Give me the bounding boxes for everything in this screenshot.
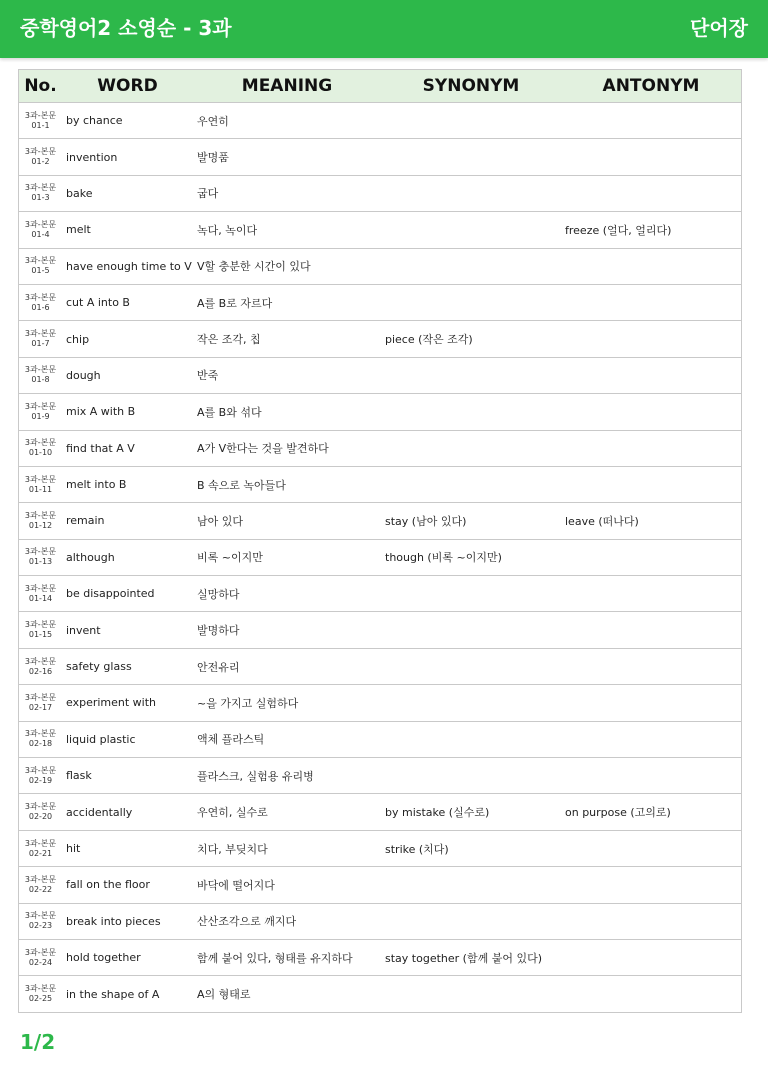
- meaning-cell: 플라스크, 실험용 유리병: [193, 758, 381, 794]
- item-number: 01-12: [28, 520, 53, 530]
- antonym-cell: freeze (얼다, 얼리다): [561, 212, 741, 248]
- table-header-row: [19, 70, 741, 103]
- row-number-cell: [19, 394, 62, 430]
- table-row: [19, 794, 741, 830]
- row-number-cell: [19, 794, 62, 830]
- word-cell: safety glass: [62, 648, 193, 684]
- word-cell: accidentally: [62, 794, 193, 830]
- table-row: [19, 430, 741, 466]
- meaning-cell: 비록 ~이지만: [193, 539, 381, 575]
- vocabulary-table: [19, 70, 741, 1012]
- synonym-cell: by mistake (실수로): [381, 794, 561, 830]
- synonym-cell: [381, 284, 561, 320]
- word-cell: remain: [62, 503, 193, 539]
- row-number-cell: [19, 539, 62, 575]
- meaning-cell: 치다, 부딪치다: [193, 830, 381, 866]
- word-cell: invention: [62, 139, 193, 175]
- row-number-cell: [19, 976, 62, 1012]
- antonym-cell: [561, 648, 741, 684]
- item-number: 02-16: [28, 666, 53, 676]
- synonym-cell: [381, 648, 561, 684]
- lesson-label: 3과-본문: [24, 911, 57, 921]
- antonym-cell: [561, 721, 741, 757]
- antonym-cell: [561, 867, 741, 903]
- meaning-cell: 녹다, 녹이다: [193, 212, 381, 248]
- table-row: [19, 830, 741, 866]
- lesson-label: 3과-본문: [24, 583, 57, 593]
- synonym-cell: [381, 867, 561, 903]
- word-cell: experiment with: [62, 685, 193, 721]
- word-cell: melt: [62, 212, 193, 248]
- column-header-word: WORD: [62, 70, 193, 103]
- table-row: [19, 394, 741, 430]
- column-header-synonym: SYNONYM: [381, 70, 561, 103]
- row-number-cell: [19, 758, 62, 794]
- row-number-cell: [19, 648, 62, 684]
- table-row: [19, 612, 741, 648]
- word-cell: in the shape of A: [66, 987, 160, 1001]
- word-cell: hold together: [62, 939, 193, 975]
- page-title: 중학영어2 소영순 - 3과: [20, 16, 232, 40]
- antonym-cell: [561, 576, 741, 612]
- lesson-label: 3과-본문: [24, 984, 57, 994]
- lesson-label: 3과-본문: [24, 802, 57, 812]
- column-header-meaning: MEANING: [193, 70, 381, 103]
- word-cell: hit: [62, 830, 193, 866]
- row-number-cell: [19, 685, 62, 721]
- word-cell: liquid plastic: [62, 721, 193, 757]
- table-row: [19, 321, 741, 357]
- item-number: 01-3: [31, 193, 50, 203]
- word-cell: have enough time to V: [62, 248, 193, 284]
- antonym-cell: leave (떠나다): [561, 503, 741, 539]
- item-number: 01-2: [31, 157, 50, 167]
- row-number-cell: [19, 284, 62, 320]
- table-row: [19, 175, 741, 211]
- table-row: [19, 103, 741, 139]
- row-number-cell: [19, 321, 62, 357]
- lesson-label: 3과-본문: [24, 183, 57, 193]
- page-header: [0, 0, 768, 58]
- meaning-cell: ~을 가지고 실험하다: [193, 685, 381, 721]
- antonym-cell: [561, 830, 741, 866]
- synonym-cell: stay together (함께 붙어 있다): [381, 939, 561, 975]
- lesson-label: 3과-본문: [24, 401, 57, 411]
- row-number-cell: [19, 175, 62, 211]
- row-number-cell: [19, 830, 62, 866]
- synonym-cell: [381, 758, 561, 794]
- table-row: [19, 503, 741, 539]
- column-header-antonym: ANTONYM: [561, 70, 741, 103]
- row-number-cell: [19, 466, 62, 502]
- word-cell: although: [62, 539, 193, 575]
- lesson-label: 3과-본문: [24, 292, 57, 302]
- table-row: [19, 721, 741, 757]
- row-number-cell: [19, 139, 62, 175]
- item-number: 01-13: [28, 557, 53, 567]
- item-number: 01-14: [28, 593, 53, 603]
- meaning-cell: B 속으로 녹아들다: [193, 466, 381, 502]
- meaning-cell: 굽다: [193, 175, 381, 211]
- item-number: 02-19: [28, 775, 53, 785]
- antonym-cell: [561, 612, 741, 648]
- row-number-cell: [19, 357, 62, 393]
- antonym-cell: [561, 685, 741, 721]
- page-number: 1/2: [20, 1030, 56, 1054]
- lesson-label: 3과-본문: [24, 874, 57, 884]
- antonym-cell: [561, 321, 741, 357]
- lesson-label: 3과-본문: [24, 547, 57, 557]
- word-cell: invent: [62, 612, 193, 648]
- table-row: [19, 539, 741, 575]
- lesson-label: 3과-본문: [24, 365, 57, 375]
- item-number: 02-17: [28, 702, 53, 712]
- word-cell: bake: [62, 175, 193, 211]
- item-number: 01-11: [28, 484, 53, 494]
- table-row: [19, 139, 741, 175]
- meaning-cell: A의 형태로: [197, 988, 251, 1002]
- antonym-cell: [561, 248, 741, 284]
- antonym-cell: [561, 357, 741, 393]
- lesson-label: 3과-본문: [24, 329, 57, 339]
- table-row: [19, 685, 741, 721]
- meaning-cell: 우연히: [193, 103, 381, 139]
- item-number: 02-21: [28, 848, 53, 858]
- item-number: 01-7: [31, 339, 50, 349]
- item-number: 02-25: [28, 994, 53, 1004]
- antonym-cell: [561, 284, 741, 320]
- table-row: [19, 284, 741, 320]
- word-cell: melt into B: [62, 466, 193, 502]
- meaning-cell: 작은 조각, 칩: [193, 321, 381, 357]
- synonym-cell: [381, 394, 561, 430]
- synonym-cell: [381, 466, 561, 502]
- synonym-cell: [381, 612, 561, 648]
- synonym-cell: [381, 721, 561, 757]
- word-cell: mix A with B: [62, 394, 193, 430]
- synonym-cell: [381, 212, 561, 248]
- meaning-cell: 발명하다: [193, 612, 381, 648]
- synonym-cell: [381, 248, 561, 284]
- item-number: 01-10: [28, 448, 53, 458]
- word-cell: by chance: [62, 103, 193, 139]
- item-number: 01-8: [31, 375, 50, 385]
- synonym-cell: [381, 903, 561, 939]
- meaning-cell: A가 V한다는 것을 발견하다: [193, 430, 381, 466]
- word-cell: be disappointed: [62, 576, 193, 612]
- lesson-label: 3과-본문: [24, 765, 57, 775]
- item-number: 01-15: [28, 630, 53, 640]
- document-type-label: 단어장: [690, 16, 748, 40]
- word-cell: dough: [62, 357, 193, 393]
- table-row: [19, 939, 741, 975]
- lesson-label: 3과-본문: [24, 620, 57, 630]
- antonym-cell: [561, 139, 741, 175]
- lesson-label: 3과-본문: [24, 510, 57, 520]
- synonym-cell: strike (치다): [381, 830, 561, 866]
- antonym-cell: [561, 903, 741, 939]
- item-number: 02-20: [28, 812, 53, 822]
- item-number: 01-4: [31, 229, 50, 239]
- table-row: [19, 576, 741, 612]
- row-number-cell: [19, 612, 62, 648]
- table-row: [19, 758, 741, 794]
- table-row: [19, 976, 741, 1012]
- row-number-cell: [19, 867, 62, 903]
- lesson-label: 3과-본문: [24, 474, 57, 484]
- synonym-cell: [381, 139, 561, 175]
- item-number: 02-18: [28, 739, 53, 749]
- meaning-cell: 산산조각으로 깨지다: [193, 903, 381, 939]
- row-number-cell: [19, 939, 62, 975]
- lesson-label: 3과-본문: [24, 147, 57, 157]
- meaning-cell: 안전유리: [193, 648, 381, 684]
- antonym-cell: [561, 758, 741, 794]
- meaning-cell: 반죽: [193, 357, 381, 393]
- meaning-cell: A를 B와 섞다: [193, 394, 381, 430]
- row-number-cell: [19, 576, 62, 612]
- antonym-cell: [561, 539, 741, 575]
- antonym-cell: [561, 394, 741, 430]
- word-cell: fall on the floor: [62, 867, 193, 903]
- lesson-label: 3과-본문: [24, 947, 57, 957]
- row-number-cell: [19, 248, 62, 284]
- table-row: [19, 466, 741, 502]
- synonym-cell: though (비록 ~이지만): [381, 539, 561, 575]
- table-row: [19, 357, 741, 393]
- item-number: 01-9: [31, 411, 50, 421]
- synonym-cell: [381, 576, 561, 612]
- lesson-label: 3과-본문: [24, 729, 57, 739]
- row-number-cell: [19, 212, 62, 248]
- meaning-cell: 남아 있다: [193, 503, 381, 539]
- meaning-cell: 실망하다: [193, 576, 381, 612]
- lesson-label: 3과-본문: [24, 656, 57, 666]
- item-number: 02-22: [28, 884, 53, 894]
- word-cell: flask: [62, 758, 193, 794]
- antonym-cell: [561, 466, 741, 502]
- synonym-cell: [381, 976, 561, 1012]
- antonym-cell: [561, 939, 741, 975]
- meaning-cell: 우연히, 실수로: [193, 794, 381, 830]
- synonym-cell: [381, 430, 561, 466]
- row-number-cell: [19, 903, 62, 939]
- vocabulary-table-container: [18, 69, 742, 1013]
- item-number: 01-5: [31, 266, 50, 276]
- item-number: 01-1: [31, 120, 50, 130]
- table-row: [19, 867, 741, 903]
- lesson-label: 3과-본문: [24, 110, 57, 120]
- synonym-cell: [381, 175, 561, 211]
- antonym-cell: [561, 976, 741, 1012]
- antonym-cell: [561, 430, 741, 466]
- meaning-cell: 액체 플라스틱: [193, 721, 381, 757]
- antonym-cell: [561, 175, 741, 211]
- synonym-cell: [381, 357, 561, 393]
- row-number-cell: [19, 503, 62, 539]
- meaning-cell: 바닥에 떨어지다: [193, 867, 381, 903]
- lesson-label: 3과-본문: [24, 219, 57, 229]
- lesson-label: 3과-본문: [24, 838, 57, 848]
- meaning-cell: A를 B로 자르다: [193, 284, 381, 320]
- synonym-cell: [381, 103, 561, 139]
- table-row: [19, 648, 741, 684]
- word-cell: find that A V: [62, 430, 193, 466]
- meaning-cell: V할 충분한 시간이 있다: [193, 248, 381, 284]
- row-number-cell: [19, 430, 62, 466]
- table-row: [19, 212, 741, 248]
- antonym-cell: on purpose (고의로): [561, 794, 741, 830]
- meaning-cell: 함께 붙어 있다, 형태를 유지하다: [193, 939, 381, 975]
- antonym-cell: [561, 103, 741, 139]
- meaning-cell: 발명품: [193, 139, 381, 175]
- table-row: [19, 903, 741, 939]
- item-number: 02-23: [28, 921, 53, 931]
- lesson-label: 3과-본문: [24, 438, 57, 448]
- word-cell: cut A into B: [62, 284, 193, 320]
- lesson-label: 3과-본문: [24, 692, 57, 702]
- row-number-cell: [19, 721, 62, 757]
- synonym-cell: stay (남아 있다): [381, 503, 561, 539]
- lesson-label: 3과-본문: [24, 256, 57, 266]
- synonym-cell: piece (작은 조각): [381, 321, 561, 357]
- column-header-no: No.: [19, 70, 62, 103]
- synonym-cell: [381, 685, 561, 721]
- row-number-cell: [19, 103, 62, 139]
- item-number: 02-24: [28, 957, 53, 967]
- table-row: [19, 248, 741, 284]
- word-cell: break into pieces: [62, 903, 193, 939]
- word-cell: chip: [62, 321, 193, 357]
- item-number: 01-6: [31, 302, 50, 312]
